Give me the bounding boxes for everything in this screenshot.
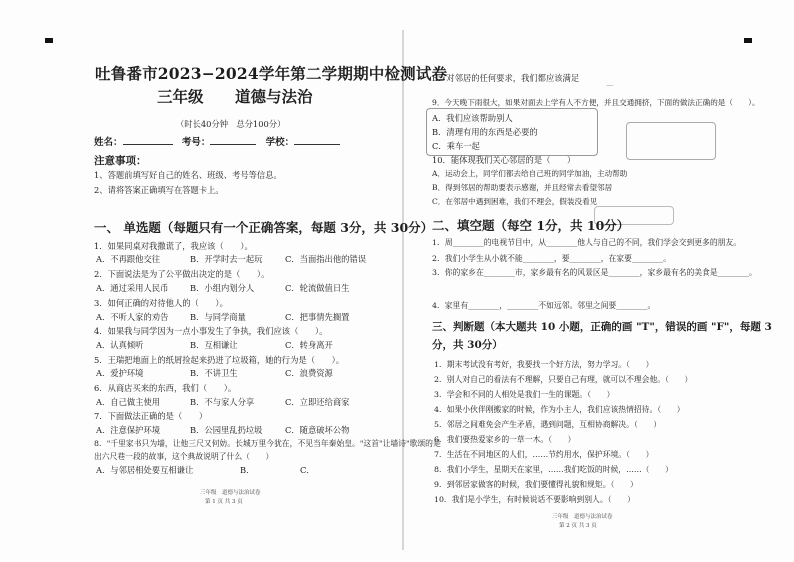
question-10-stem: 10．能体现我们关心邻居的是（ ） (432, 155, 576, 165)
option-a[interactable]: A．与邻居相处要互相谦让 (96, 465, 194, 475)
page-footer-label: 三年级 道德与法治试卷 (200, 490, 261, 496)
fill-question-2: 2．我们小学生从小就不能________，要________，在家要________。 (432, 254, 671, 263)
registration-mark (45, 38, 53, 43)
question-stem: 5．王瑞把地面上的纸屑捡起来扔进了垃圾箱，她的行为是（ ）。 (94, 355, 345, 365)
judge-question-2: 2．别人对自己的看法有不理解，只要自己有理，就可以不理会他。（ ） (434, 375, 693, 384)
note-2: 2、请将答案正确填写在答题卡上。 (94, 185, 224, 195)
judge-question-10: 10．我们是小学生，有时候说话不要影响到别人。（ ） (434, 495, 635, 504)
option-b[interactable]: B．与同学商量 (190, 312, 246, 322)
option-b[interactable]: B．互相谦让 (190, 340, 238, 350)
option-b[interactable]: B．不与家人分享 (190, 397, 255, 407)
section-3-title: 三、判断题（本大题共 10 小题，正确的画 "T"，错误的画 "F"，每题 3分，共 30分） (432, 321, 772, 351)
exam-no-label: 考号： (181, 137, 211, 148)
question-stem: 6．从商店买来的东西，我们（ ）。 (94, 383, 237, 393)
option-a[interactable]: A．不再跟他交往 (96, 254, 161, 264)
highlight-box (426, 108, 598, 156)
option-a[interactable]: A．不听人家的劝告 (96, 312, 169, 322)
judge-question-1: 1．期末考试没有考好，我要找一个好方法，努力学习。（ ） (434, 360, 654, 369)
question-stem: 7．下面做法正确的是（ ） (94, 411, 208, 421)
option-a[interactable]: A．爱护环境 (96, 368, 144, 378)
option-a[interactable]: A．自己做主使用 (96, 397, 161, 407)
section-1-title: 一、 单选题（每题只有一个正确答案，每题 3分，共 30分） (94, 220, 434, 235)
question-line: B．对邻居的任何要求，我们都应该满足 (432, 73, 580, 83)
judge-question-5: 5．邻居之间难免会产生矛盾，遇到问题，互相协商解决。（ ） (434, 420, 662, 429)
option-c[interactable]: C．轮流做值日生 (285, 283, 350, 293)
question-stem-continued: 出六尺巷一段的故事，这个典故说明了什么（ ） (94, 452, 274, 461)
judge-question-6: 6．我们要热爱家乡的一草一木。（ ） (434, 435, 576, 444)
fill-question-4: 4．家里有________，________不如远邻。邻里之间要________。 (432, 301, 656, 310)
option-c[interactable]: C．浪费资源 (285, 368, 333, 378)
name-label: 姓名： (94, 137, 123, 148)
option-a[interactable]: A．注意保护环境 (96, 425, 161, 435)
student-info (94, 134, 340, 148)
option-a[interactable]: A．通过采用人民币 (96, 283, 169, 293)
option-b[interactable]: B．公园里乱扔垃圾 (190, 425, 263, 435)
exam-no-field[interactable] (210, 135, 256, 145)
option-c[interactable]: C．在邻居中遇到困难，我们不理会，假装没看见 (432, 197, 598, 206)
grade-label: 三年级 (157, 87, 204, 106)
subject-label: 道德与法治 (235, 87, 313, 106)
option-c[interactable]: C．乘车一起 (432, 141, 480, 151)
page-number: 第 2 页 共 3 页 (559, 523, 597, 529)
stamp-box (626, 122, 716, 160)
option-a[interactable]: A．我们应该帮助别人 (432, 113, 513, 123)
school-label: 学校： (265, 137, 295, 148)
option-c[interactable]: C．随意破坏公物 (285, 425, 350, 435)
question-stem: 8．"千里家书只为墙，让他三尺又何妨。长城万里今犹在，不见当年秦始皇。"这首"让墙诗"歌颂的是 (94, 439, 441, 448)
option-c[interactable]: C．把事情先搁置 (285, 312, 350, 322)
page-number: 第 1 页 共 3 页 (205, 499, 243, 505)
judge-question-7: 7．生活在不同地区的人们，……节约用水，保护环境。（ ） (434, 450, 654, 459)
option-b[interactable]: B．开学时去一起玩 (190, 254, 263, 264)
section-2-title: 二、填空题（每空 1分，共 10分） (432, 218, 630, 233)
exam-page-2 (404, 0, 794, 562)
school-field[interactable] (294, 135, 340, 145)
option-c[interactable]: C． (300, 465, 315, 475)
judge-question-9: 9．到邻居家做客的时候，我们要懂得礼貌和规矩。（ ） (434, 480, 638, 489)
judge-question-3: 3．学会和不同的人相处是我们一生的课题。（ ） (434, 390, 615, 399)
option-b[interactable]: B．得到邻居的帮助要表示感谢，并且经常去看望邻居 (432, 183, 613, 192)
option-c[interactable]: C．当面指出他的错误 (285, 254, 367, 264)
option-c[interactable]: C．转身离开 (285, 340, 333, 350)
note-1: 1、答题前填写好自己的姓名、班级、考号等信息。 (94, 170, 282, 180)
option-a[interactable]: A．认真倾听 (96, 340, 144, 350)
fill-question-1: 1．周________的电视节目中，从________他人与自己的不同，我们学会交到更多的朋友。 (432, 238, 742, 247)
page-footer-label: 三年级 道德与法治试卷 (552, 514, 613, 520)
option-b[interactable]: B．不讲卫生 (190, 368, 238, 378)
option-b[interactable]: B．清理有用的东西是必要的 (432, 127, 538, 137)
question-9-stem: 9．今天晚下雨很大，如果对面去上学有人不方便，并且交通拥挤，下面的做法正确的是（ ）。 (432, 98, 760, 107)
option-c[interactable]: C．立即还给商家 (285, 397, 350, 407)
question-stem: 4．如果我与同学因为一点小事发生了争执，我们应该（ ）。 (94, 326, 328, 336)
question-stem: 1．如果同桌对我撒谎了，我应该（ ）。 (94, 241, 253, 251)
time-and-score: （时长40分钟 总分100分） (176, 119, 286, 129)
option-b[interactable]: B．小组内划分人 (190, 283, 255, 293)
exam-title: 吐鲁番市2023−2024学年第二学期期中检测试卷 (95, 64, 448, 83)
option-b[interactable]: B． (240, 465, 255, 475)
fill-question-3: 3．你的家乡在________市，家乡最有名的风景区是________，家乡最有名的美食是________。 (432, 268, 757, 277)
question-stem: 2．下面说法是为了公平做出决定的是（ ）。 (94, 269, 270, 279)
option-a[interactable]: A．运动会上，同学们都去给自己班的同学加油，主动帮助 (432, 169, 628, 178)
registration-mark (744, 38, 752, 43)
judge-question-8: 8．我们小学生，星期天在家里，……我们吃饭的时候，……（ ） (434, 465, 673, 474)
judge-question-4: 4．如果小伙伴刚搬家的时候，作为小主人，我们应该热情招待。（ ） (434, 405, 685, 414)
question-stem: 3．如何正确的对待他人的（ ）。 (94, 298, 228, 308)
notes-title: 注意事项： (94, 155, 147, 167)
name-field[interactable] (123, 135, 173, 145)
bleed-through-text: — (606, 80, 614, 89)
